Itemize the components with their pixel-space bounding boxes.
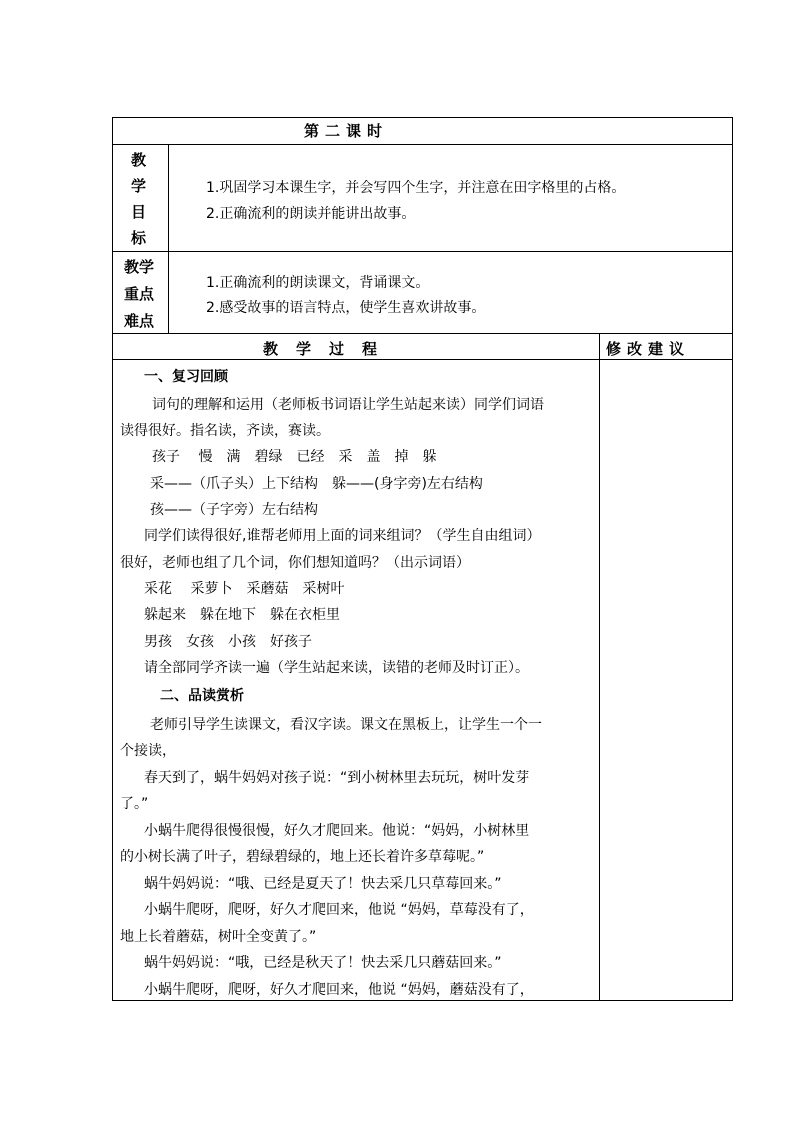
process-line: 同学们读得很好,谁帮老师用上面的词来组词？（学生自由组词） (144, 528, 541, 544)
process-line: 孩——（子字旁）左右结构 (150, 502, 318, 518)
process-line: 词句的理解和运用（老师板书词语让学生站起来读）同学们词语 (152, 397, 544, 413)
keypoints-row-divider (112, 333, 733, 334)
keypoints-label-line-3: 难点 (124, 312, 155, 330)
label-column-divider (168, 144, 169, 334)
lesson-title: 第二课时 (304, 122, 389, 140)
process-line: 躲起来 躲在地下 躲在衣柜里 (144, 607, 340, 623)
table-top-border (112, 117, 733, 118)
table-right-border (732, 117, 733, 1001)
section-heading-review: 一、复习回顾 (144, 369, 228, 385)
process-line: 很好，老师也组了几个词，你们想知道吗？（出示词语） (120, 555, 470, 571)
objective-item-2: 2.正确流利的朗读并能讲出故事。 (206, 206, 416, 222)
revision-header: 修改建议 (606, 340, 691, 358)
section-heading-reading: 二、品读赏析 (160, 688, 244, 704)
objectives-label-char-2: 学 (131, 177, 147, 195)
process-line: 小蜗牛爬呀，爬呀，好久才爬回来，他说 “妈妈，草莓没有了， (144, 902, 534, 918)
process-line: 蜗牛妈妈说：“哦、已经是夏天了！快去采几只草莓回来。” (144, 876, 502, 892)
process-line: 小蜗牛爬得很慢很慢，好久才爬回来。他说：“妈妈，小树林里 (144, 823, 530, 839)
keypoint-item-1: 1.正确流利的朗读课文，背诵课文。 (206, 275, 430, 291)
process-header-divider (112, 359, 733, 360)
objective-item-1: 1.巩固学习本课生字，并会写四个生字，并注意在田字格里的占格。 (206, 180, 626, 196)
keypoints-label-line-1: 教学 (124, 258, 155, 276)
process-line: 老师引导学生读课文，看汉字读。课文在黑板上，让学生一个一 (150, 717, 542, 733)
revision-column-divider (599, 333, 600, 1001)
process-line: 个接读， (120, 743, 176, 759)
objectives-label-char-1: 教 (131, 151, 147, 169)
table-bottom-border (112, 1000, 733, 1001)
process-header: 教学过程 (263, 340, 396, 358)
title-row-divider (112, 144, 733, 145)
process-line: 请全部同学齐读一遍（学生站起来读，读错的老师及时订正）。 (144, 660, 529, 676)
process-line: 蜗牛妈妈说：“哦，已经是秋天了！快去采几只蘑菇回来。” (144, 955, 502, 971)
objectives-label-char-4: 标 (131, 229, 147, 247)
keypoints-label-line-2: 重点 (124, 285, 155, 303)
process-line: 孩子 慢 满 碧绿 已经 采 盖 掉 躲 (152, 449, 437, 465)
process-line: 采——（爪子头）上下结构 躲——(身字旁)左右结构 (150, 476, 483, 492)
process-line: 春天到了，蜗牛妈妈对孩子说：“到小树林里去玩玩，树叶发芽 (144, 770, 530, 786)
objectives-row-divider (112, 251, 733, 252)
keypoint-item-2: 2.感受故事的语言特点，使学生喜欢讲故事。 (206, 300, 486, 316)
process-line: 小蜗牛爬呀，爬呀，好久才爬回来，他说 “妈妈，蘑菇没有了， (144, 982, 534, 998)
process-line: 的小树长满了叶子，碧绿碧绿的，地上还长着许多草莓呢。” (120, 849, 485, 865)
process-line: 地上长着蘑菇，树叶全变黄了。” (120, 929, 317, 945)
objectives-label-char-3: 目 (131, 203, 147, 221)
process-line: 男孩 女孩 小孩 好孩子 (144, 634, 312, 650)
process-line: 读得很好。指名读，齐读，赛读。 (120, 423, 330, 439)
process-line: 采花 采萝卜 采蘑菇 采树叶 (144, 581, 345, 597)
process-line: 了。” (120, 796, 149, 812)
table-left-border (112, 117, 113, 1001)
